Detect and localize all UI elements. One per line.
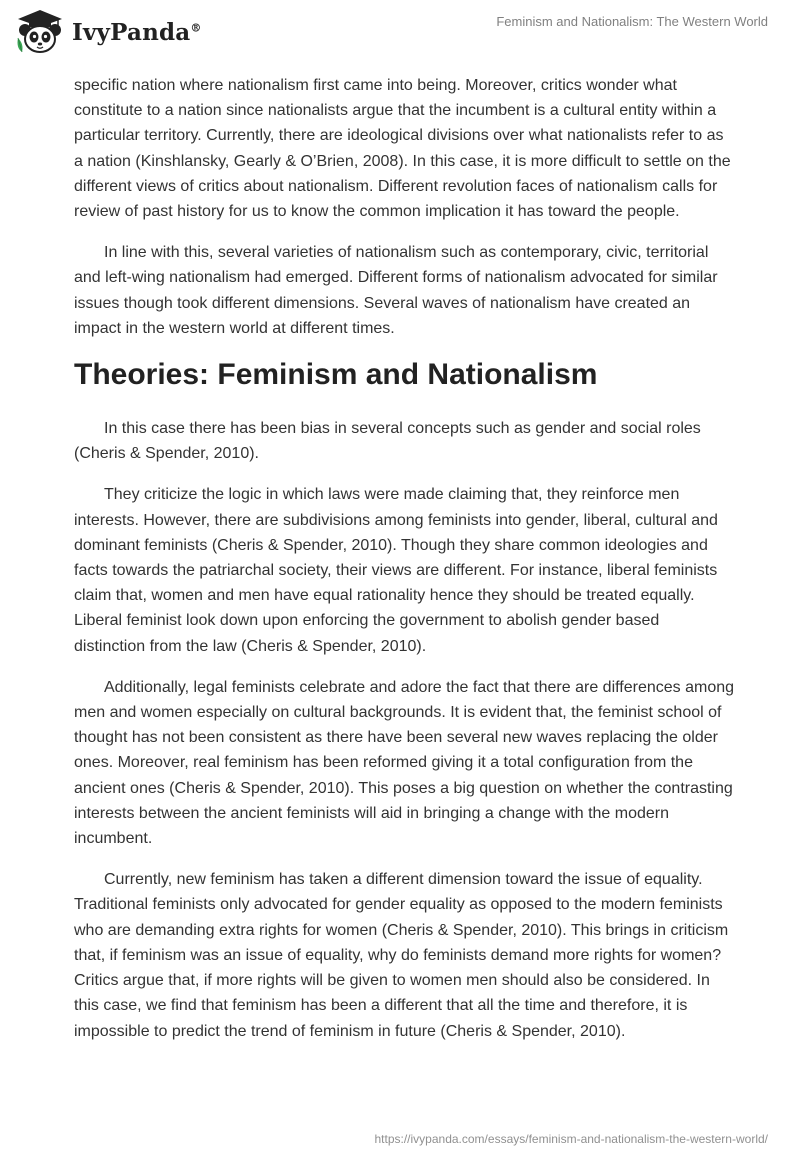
panda-graduate-icon — [14, 8, 66, 56]
document-title: Feminism and Nationalism: The Western World — [496, 14, 768, 29]
paragraph: specific nation where nationalism first came into being. Moreover, critics wonder what constitute to a nation since nationalists argue that the incumbent is a cultural entity within a particular territory. Currently, there are ideological divisions over what nationalists refer to as a nation (Kinshlansky, Gearly & O’Brien, 2008). In this case, it is more difficult to settle on the different views of critics about nationalism. Different revolution faces of nationalism calls for review of past history for us to know the common implication it has toward the people. — [74, 77, 731, 221]
essay-content — [74, 73, 734, 1060]
paragraph: In line with this, several varieties of nationalism such as contemporary, civic, territorial and left-wing nationalism had emerged. Different forms of nationalism advocated for similar issues though took different dimensions. Several waves of nationalism have created an impact in the western world at different times. — [74, 244, 718, 337]
paragraph: In this case there has been bias in several concepts such as gender and social roles (Cheris & Spender, 2010). — [74, 420, 701, 463]
paragraph: Currently, new feminism has taken a different dimension toward the issue of equality. Traditional feminists only advocated for gender equality as opposed to the modern feminists who are demanding extra rights for women (Cheris & Spender, 2010). This brings in criticism that, if feminism was an issue of equality, why do feminists demand more rights for women? Critics argue that, if more rights will be given to women men should also be considered. In this case, we find that feminism has been a different that all the time and therefore, it is impossible to predict the trend of feminism in future (Cheris & Spender, 2010). — [74, 871, 729, 1040]
paragraph: Additionally, legal feminists celebrate and adore the fact that there are differences among men and women especially on cultural backgrounds. It is evident that, the feminist school of thought has not been consistent as there have been several new waves replacing the older ones. Moreover, real feminism has been reformed giving it a total configuration from the ancient ones (Cheris & Spender, 2010). This poses a big question on whether the contrasting interests between the ancient feminists will aid in bringing a change with the modern incumbent. — [74, 678, 735, 848]
paragraph: They criticize the logic in which laws were made claiming that, they reinforce men interests. However, there are subdivisions among feminists into gender, liberal, cultural and dominant feminists (Cheris & Spender, 2010). Though they share common ideologies and facts towards the patriarchal society, their views are different. For instance, liberal feminists claim that, women and men have equal rationality hence they should be treated equally. Liberal feminist look down upon enforcing the government to abolish gender based distinction from the law (Cheris & Spender, 2010). — [74, 486, 718, 655]
section-heading: Theories: Feminism and Nationalism — [74, 358, 598, 392]
brand-name: IvyPanda® — [72, 18, 202, 46]
ivypanda-logo[interactable] — [14, 8, 202, 56]
source-url[interactable]: https://ivypanda.com/essays/feminism-and-nationalism-the-western-world/ — [374, 1132, 768, 1146]
page-header — [0, 0, 800, 70]
